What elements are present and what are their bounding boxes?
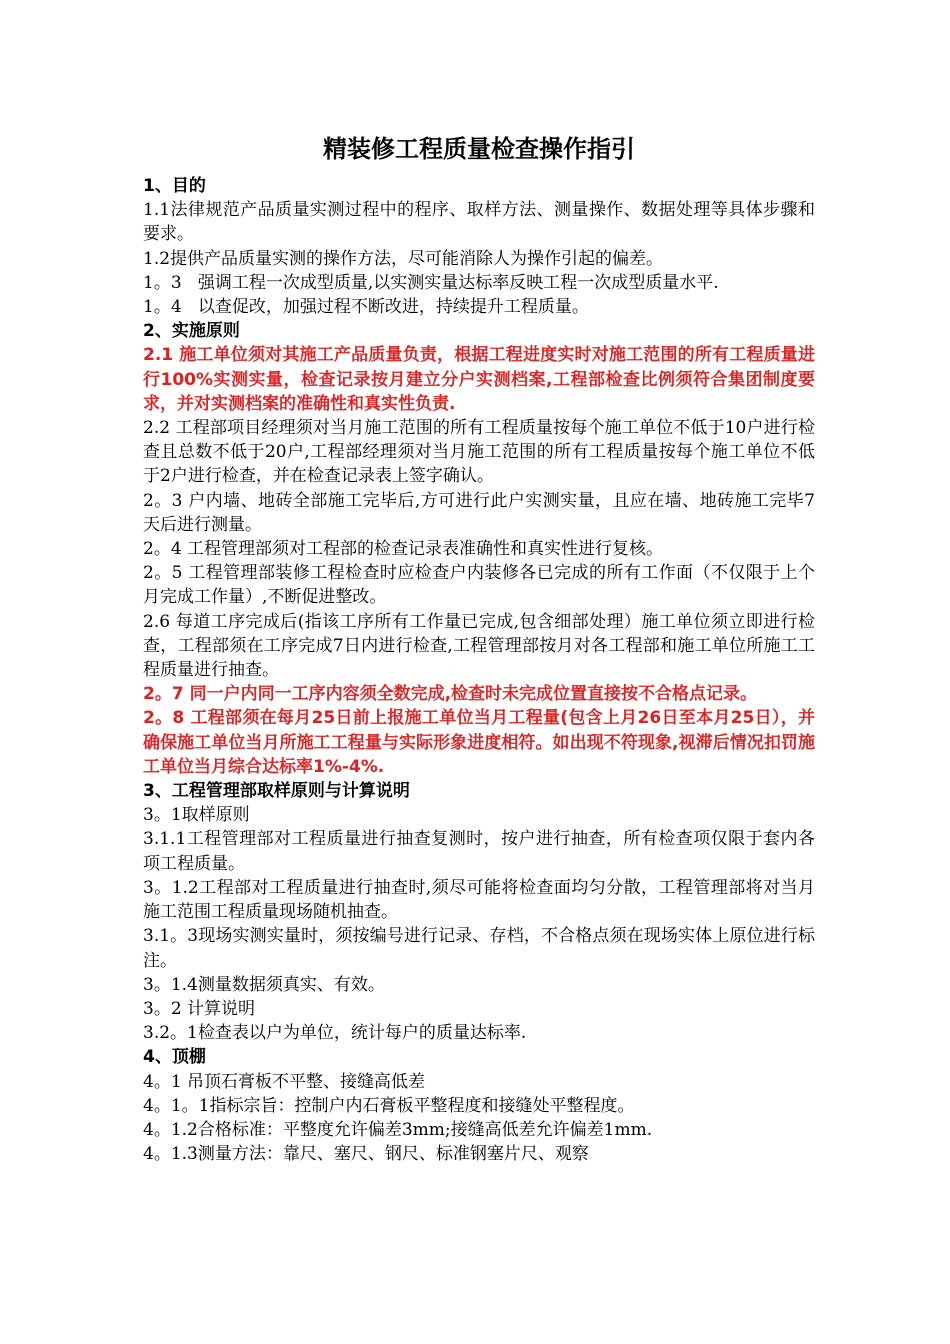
paragraph: 1.1法律规范产品质量实测过程中的程序、取样方法、测量操作、数据处理等具体步骤和要求。 [143,200,815,245]
paragraph: 1。4 以查促改，加强过程不断改进，持续提升工程质量。 [143,297,589,318]
section-heading: 2、实施原则 [143,321,240,342]
paragraph: 2。3 户内墙、地砖全部施工完毕后,方可进行此户实测实量，且应在墙、地砖施工完毕7天后进行测量。 [143,490,815,535]
section-heading: 1、目的 [143,176,206,196]
paragraph: 4。1.2合格标准：平整度允许偏差3mm;接缝高低差允许偏差1mm. [143,1119,653,1140]
paragraph: 3。1.2工程部对工程质量进行抽查时,须尽可能将检查面均匀分散，工程管理部将对当月施工范围工程质量现场随机抽查。 [143,877,815,923]
document-title: 精装修工程质量检查操作指引 [323,135,635,163]
document-page [143,124,815,1166]
paragraph: 3.2。1检查表以户为单位，统计每户的质量达标率. [143,1023,527,1044]
paragraph: 3。1取样原则 [143,805,250,826]
paragraph: 3。1.4测量数据须真实、有效。 [143,974,385,995]
paragraph: 1。3 强调工程一次成型质量,以实测实量达标率反映工程一次成型质量水平. [143,272,719,293]
highlighted-paragraph: 2。8 工程部须在每月25日前上报施工单位当月工程量(包含上月26日至本月25日），并确保施工单位当月所施工工程量与实际形象进度相符。如出现不符现象,视滞后情况扣罚施工单位当月综合达标率1%-4%. [143,708,815,777]
paragraph: 2.2 工程部项目经理须对当月施工范围的所有工程质量按每个施工单位不低于10户进行检查且总数不低于20户,工程部经理须对当月施工范围的所有工程质量按每个施工单位不低于2户进行检查，并在检查记录表上签字确认。 [143,418,815,487]
paragraph: 3。2 计算说明 [143,998,256,1019]
document-body [143,174,815,1166]
paragraph: 4。1.3测量方法：靠尺、塞尺、钢尺、标准钢塞片尺、观察 [143,1144,589,1165]
paragraph: 2.6 每道工序完成后(指该工序所有工作量已完成,包含细部处理）施工单位须立即进行检查，工程部须在工序完成7日内进行检查,工程管理部按月对各工程部和施工单位所施工工程质量进行抽查。 [143,611,815,681]
paragraph: 3.1.1工程管理部对工程质量进行抽查复测时，按户进行抽查，所有检查项仅限于套内各项工程质量。 [143,829,815,874]
paragraph: 4。1。1指标宗旨：控制户内石膏板平整程度和接缝处平整程度。 [143,1095,635,1116]
highlighted-paragraph: 2.1 施工单位须对其施工产品质量负责，根据工程进度实时对施工范围的所有工程质量进行100%实测实量，检查记录按月建立分户实测档案,工程部检查比例须符合集团制度要求，并对实测档案的准确性和真实性负责. [143,345,815,414]
paragraph: 3.1。3现场实测实量时，须按编号进行记录、存档，不合格点须在现场实体上原位进行标注。 [143,926,815,971]
section-heading: 3、工程管理部取样原则与计算说明 [143,781,410,802]
highlighted-paragraph: 2。7 同一户内同一工序内容须全数完成,检查时未完成位置直接按不合格点记录。 [143,684,758,705]
paragraph: 1.2提供产品质量实测的操作方法，尽可能消除人为操作引起的偏差。 [143,248,664,269]
paragraph: 2。4 工程管理部须对工程部的检查记录表准确性和真实性进行复核。 [143,539,664,560]
paragraph: 2。5 工程管理部装修工程检查时应检查户内装修各已完成的所有工作面（不仅限于上个月完成工作量）,不断促进整改。 [143,563,815,608]
section-heading: 4、顶棚 [143,1047,206,1068]
paragraph: 4。1 吊顶石膏板不平整、接缝高低差 [143,1071,426,1092]
